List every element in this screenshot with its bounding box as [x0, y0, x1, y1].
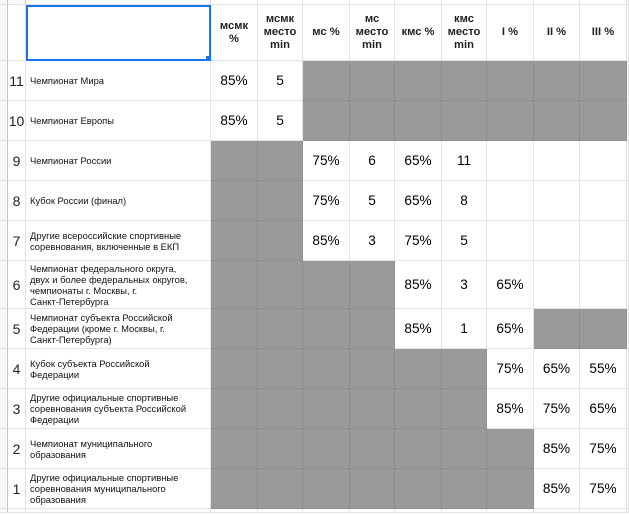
value-cell[interactable]: 3 — [350, 221, 395, 261]
row-number[interactable]: 6 — [8, 261, 26, 309]
gray-cell[interactable] — [211, 309, 258, 349]
value-cell[interactable]: 75% — [534, 389, 580, 429]
row-edge — [0, 61, 8, 101]
gray-cell[interactable] — [442, 429, 487, 469]
row-number[interactable]: 5 — [8, 309, 26, 349]
value-cell[interactable]: 5 — [258, 101, 303, 141]
row-edge — [0, 101, 8, 141]
gray-cell[interactable] — [442, 469, 487, 509]
value-cell[interactable]: 75% — [487, 349, 534, 389]
value-cell[interactable]: 8 — [442, 181, 487, 221]
gray-cell[interactable] — [211, 141, 258, 181]
fill-handle[interactable] — [205, 55, 211, 61]
competition-name[interactable]: Другие официальные спортивные соревнования муниципального образования — [26, 469, 211, 509]
column-header[interactable]: III % — [580, 5, 627, 61]
value-cell[interactable]: 85% — [211, 61, 258, 101]
cell-bottom[interactable] — [442, 509, 487, 513]
value-cell[interactable] — [580, 141, 627, 181]
value-cell[interactable]: 11 — [442, 141, 487, 181]
gray-cell[interactable] — [211, 429, 258, 469]
gray-cell[interactable] — [303, 469, 350, 509]
selected-cell[interactable] — [26, 5, 211, 61]
value-cell[interactable]: 6 — [350, 141, 395, 181]
row-edge — [0, 429, 8, 469]
cell-bottom[interactable] — [8, 509, 26, 513]
gray-cell[interactable] — [211, 261, 258, 309]
value-cell[interactable]: 75% — [580, 469, 627, 509]
gray-cell[interactable] — [350, 429, 395, 469]
row-edge — [0, 141, 8, 181]
value-cell[interactable]: 1 — [442, 309, 487, 349]
value-cell[interactable] — [534, 261, 580, 309]
value-cell[interactable]: 85% — [303, 221, 350, 261]
value-cell[interactable] — [580, 181, 627, 221]
value-cell[interactable] — [534, 181, 580, 221]
value-cell[interactable] — [534, 221, 580, 261]
cell-bottom[interactable] — [211, 509, 258, 513]
value-cell[interactable]: 55% — [580, 349, 627, 389]
value-cell[interactable]: 65% — [487, 309, 534, 349]
row-number[interactable]: 3 — [8, 389, 26, 429]
cell-bottom[interactable] — [534, 509, 580, 513]
column-header[interactable]: II % — [534, 5, 580, 61]
value-cell[interactable]: 75% — [580, 429, 627, 469]
value-cell[interactable]: 3 — [442, 261, 487, 309]
cell-bottom[interactable] — [303, 509, 350, 513]
value-cell[interactable] — [487, 221, 534, 261]
gray-cell[interactable] — [211, 181, 258, 221]
column-header[interactable]: мс % — [303, 5, 350, 61]
gray-cell[interactable] — [487, 101, 534, 141]
column-header[interactable]: I % — [487, 5, 534, 61]
gray-cell[interactable] — [350, 261, 395, 309]
gray-cell[interactable] — [442, 61, 487, 101]
gray-cell[interactable] — [395, 61, 442, 101]
gray-cell[interactable] — [350, 389, 395, 429]
cell-bottom[interactable] — [258, 509, 303, 513]
row-edge — [0, 181, 8, 221]
gray-cell[interactable] — [258, 309, 303, 349]
row-edge — [0, 389, 8, 429]
row-edge — [0, 5, 8, 61]
gray-cell[interactable] — [303, 429, 350, 469]
competition-name[interactable]: Другие официальные спортивные соревнования субъекта Российской Федерации — [26, 389, 211, 429]
gray-cell[interactable] — [303, 101, 350, 141]
gray-cell[interactable] — [395, 429, 442, 469]
competition-name[interactable]: Чемпионат муниципального образования — [26, 429, 211, 469]
row-edge — [0, 261, 8, 309]
value-cell[interactable] — [487, 141, 534, 181]
gray-cell[interactable] — [534, 309, 580, 349]
row-number[interactable]: 1 — [8, 469, 26, 509]
gray-cell[interactable] — [487, 469, 534, 509]
gray-cell[interactable] — [350, 349, 395, 389]
gray-cell[interactable] — [350, 469, 395, 509]
cell-bottom[interactable] — [26, 509, 211, 513]
value-cell[interactable]: 65% — [487, 261, 534, 309]
value-cell[interactable]: 85% — [395, 261, 442, 309]
row-number[interactable]: 4 — [8, 349, 26, 389]
column-header[interactable]: мсмк % — [211, 5, 258, 61]
value-cell[interactable]: 85% — [487, 389, 534, 429]
value-cell[interactable]: 75% — [303, 141, 350, 181]
row-edge — [0, 349, 8, 389]
cell-bottom[interactable] — [487, 509, 534, 513]
value-cell[interactable]: 85% — [395, 309, 442, 349]
gray-cell[interactable] — [303, 389, 350, 429]
gray-cell[interactable] — [487, 429, 534, 469]
gray-cell[interactable] — [395, 469, 442, 509]
gray-cell[interactable] — [534, 61, 580, 101]
gray-cell[interactable] — [350, 309, 395, 349]
row-number[interactable]: 2 — [8, 429, 26, 469]
gray-cell[interactable] — [580, 61, 627, 101]
row-edge — [0, 509, 8, 513]
value-cell[interactable] — [487, 181, 534, 221]
gray-cell[interactable] — [258, 141, 303, 181]
value-cell[interactable]: 65% — [580, 389, 627, 429]
gray-cell[interactable] — [442, 349, 487, 389]
gray-cell[interactable] — [395, 101, 442, 141]
column-header[interactable]: мс место min — [350, 5, 395, 61]
gray-cell[interactable] — [350, 61, 395, 101]
row-number[interactable]: 7 — [8, 221, 26, 261]
column-header[interactable]: кмс % — [395, 5, 442, 61]
competition-name[interactable]: Чемпионат Мира — [26, 61, 211, 101]
value-cell[interactable]: 5 — [442, 221, 487, 261]
gray-cell[interactable] — [303, 309, 350, 349]
row-number[interactable]: 9 — [8, 141, 26, 181]
gray-cell[interactable] — [580, 101, 627, 141]
gray-cell[interactable] — [442, 389, 487, 429]
cell-bottom[interactable] — [580, 509, 627, 513]
value-cell[interactable]: 5 — [350, 181, 395, 221]
column-header[interactable]: мсмк место min — [258, 5, 303, 61]
gray-cell[interactable] — [395, 389, 442, 429]
row-number[interactable]: 10 — [8, 101, 26, 141]
value-cell[interactable]: 5 — [258, 61, 303, 101]
value-cell[interactable]: 85% — [534, 429, 580, 469]
competition-name[interactable]: Чемпионат Европы — [26, 101, 211, 141]
row-number[interactable]: 8 — [8, 181, 26, 221]
gray-cell[interactable] — [258, 261, 303, 309]
row-edge — [0, 309, 8, 349]
gray-cell[interactable] — [303, 349, 350, 389]
gray-cell[interactable] — [442, 101, 487, 141]
gray-cell[interactable] — [211, 221, 258, 261]
gray-cell[interactable] — [258, 181, 303, 221]
value-cell[interactable]: 75% — [395, 221, 442, 261]
competition-name[interactable]: Чемпионат федерального округа, двух и более федеральных округов, чемпионаты г. Москвы, г. Санкт-Петербурга — [26, 261, 211, 309]
value-cell[interactable]: 65% — [395, 141, 442, 181]
gray-cell[interactable] — [258, 469, 303, 509]
gray-cell[interactable] — [258, 349, 303, 389]
value-cell[interactable] — [534, 141, 580, 181]
gray-cell[interactable] — [258, 429, 303, 469]
cell-bottom[interactable] — [395, 509, 442, 513]
gray-cell[interactable] — [211, 389, 258, 429]
row-number[interactable]: 11 — [8, 61, 26, 101]
row-header-blank[interactable] — [8, 5, 26, 61]
gray-cell[interactable] — [258, 389, 303, 429]
gray-cell[interactable] — [303, 261, 350, 309]
competition-name[interactable]: Чемпионат субъекта Российской Федерации (кроме г. Москвы, г. Санкт-Петербурга) — [26, 309, 211, 349]
gray-cell[interactable] — [211, 469, 258, 509]
gray-cell[interactable] — [303, 61, 350, 101]
cell-bottom[interactable] — [350, 509, 395, 513]
value-cell[interactable] — [580, 221, 627, 261]
gray-cell[interactable] — [487, 61, 534, 101]
row-edge — [0, 221, 8, 261]
gray-cell[interactable] — [258, 221, 303, 261]
value-cell[interactable]: 85% — [534, 469, 580, 509]
value-cell[interactable]: 65% — [395, 181, 442, 221]
competition-name[interactable]: Кубок субъекта Российской Федерации — [26, 349, 211, 389]
gray-cell[interactable] — [350, 101, 395, 141]
value-cell[interactable]: 85% — [211, 101, 258, 141]
row-edge — [0, 469, 8, 509]
value-cell[interactable]: 65% — [534, 349, 580, 389]
competition-name[interactable]: Чемпионат России — [26, 141, 211, 181]
value-cell[interactable]: 75% — [303, 181, 350, 221]
gray-cell[interactable] — [211, 349, 258, 389]
competition-name[interactable]: Кубок России (финал) — [26, 181, 211, 221]
competition-name[interactable]: Другие всероссийские спортивные соревнования, включенные в ЕКП — [26, 221, 211, 261]
gray-cell[interactable] — [534, 101, 580, 141]
column-header[interactable]: кмс место min — [442, 5, 487, 61]
value-cell[interactable] — [580, 261, 627, 309]
gray-cell[interactable] — [395, 349, 442, 389]
gray-cell[interactable] — [580, 309, 627, 349]
